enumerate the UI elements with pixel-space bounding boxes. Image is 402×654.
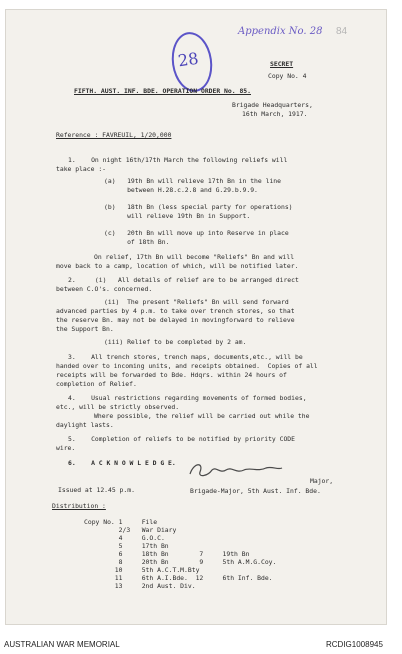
distribution-row: 11 6th A.I.Bde. 12 6th Inf. Bde. [84, 574, 273, 582]
para1-line: move back to a camp, location of which, will be notified later. [56, 262, 299, 270]
para1-item-b: will relieve 19th Bn in Support. [104, 212, 251, 220]
footer-record-id: RCDIG1008945 [326, 640, 383, 649]
distribution-row: 13 2nd Aust. Div. [84, 582, 196, 590]
para2-line: the Support Bn. [56, 325, 114, 333]
distribution-label: Distribution : [52, 502, 106, 510]
para3-line: handed over to incoming units, and receipts obtained. Copies of all [56, 362, 318, 370]
signatory-rank: Major, [310, 477, 334, 485]
copy-number: Copy No. 4 [268, 72, 307, 80]
classification: SECRET [270, 60, 294, 68]
corner-stamp: 84 [336, 26, 348, 37]
distribution-row: 6 18th Bn 7 19th Bn [84, 550, 250, 558]
para5-line: wire. [56, 444, 76, 452]
para3-line: receipts will be forwarded to Bde. Hdqrs. within 24 hours of [56, 371, 287, 379]
para1-item-a: between H.28.c.2.8 and G.29.b.9.9. [104, 186, 258, 194]
issued-time: Issued at 12.45 p.m. [58, 486, 135, 494]
distribution-row: 4 G.O.C. [84, 534, 165, 542]
para1-line: On relief, 17th Bn will become "Reliefs" Bn and will [94, 253, 295, 261]
appendix-annotation: Appendix No. 28 [238, 26, 323, 37]
hq-line: Brigade Headquarters, [232, 101, 313, 109]
para2-line: (ii) The present "Reliefs" Bn will send forward [104, 298, 289, 306]
distribution-row: 8 20th Bn 9 5th A.M.G.Coy. [84, 558, 277, 566]
signature-scribble [186, 460, 286, 482]
para4-line: Where possible, the relief will be carried out while the [94, 412, 310, 420]
para2-line: 2. (i) All details of relief are to be arranged direct [68, 276, 299, 284]
para1-line: 1. On night 16th/17th March the following reliefs will [68, 156, 288, 164]
para2-line: between C.O's. concerned. [56, 285, 153, 293]
para1-item-b: (b) 18th Bn (less special party for operations) [104, 203, 293, 211]
para1-item-a: (a) 19th Bn will relieve 17th Bn in the line [104, 177, 281, 185]
para2-line: advanced parties by 4 p.m. to take over trench stores, so that [56, 307, 295, 315]
distribution-row: 5 17th Bn [84, 542, 169, 550]
para2-line: (iii) Relief to be completed by 2 am. [104, 338, 247, 346]
distribution-row: 10 5th A.C.T.M.Bty [84, 566, 200, 574]
document-title: FIFTH. AUST. INF. BDE. OPERATION ORDER No. 85. [74, 87, 251, 95]
distribution-row: 2/3 War Diary [84, 526, 177, 534]
para3-line: completion of Relief. [56, 380, 137, 388]
date-line: 16th March, 1917. [242, 110, 308, 118]
signatory-title: Brigade-Major, 5th Aust. Inf. Bde. [190, 487, 321, 495]
footer-source: AUSTRALIAN WAR MEMORIAL [4, 640, 120, 649]
para1-item-c: (c) 20th Bn will move up into Reserve in place [104, 229, 289, 237]
para5-line: 5. Completion of reliefs to be notified by priority CODE [68, 435, 296, 443]
para2-line: the reserve Bn. may not be delayed in movingforward to relieve [56, 316, 295, 324]
para3-line: 3. All trench stores, trench maps, documents,etc., will be [68, 353, 303, 361]
reference: Reference : FAVREUIL, 1/20,000 [56, 131, 172, 139]
circled-number: 28 [176, 48, 200, 71]
para1-line: take place :- [56, 165, 107, 173]
para4-line: daylight lasts. [56, 421, 114, 429]
para1-item-c: of 18th Bn. [104, 238, 170, 246]
para4-line: 4. Usual restrictions regarding movements of formed bodies, [68, 394, 307, 402]
acknowledge-line: 6. A C K N O W L E D G E. [68, 459, 176, 467]
para4-line: etc., will be strictly observed. [56, 403, 180, 411]
distribution-row: Copy No. 1 File [84, 518, 158, 526]
